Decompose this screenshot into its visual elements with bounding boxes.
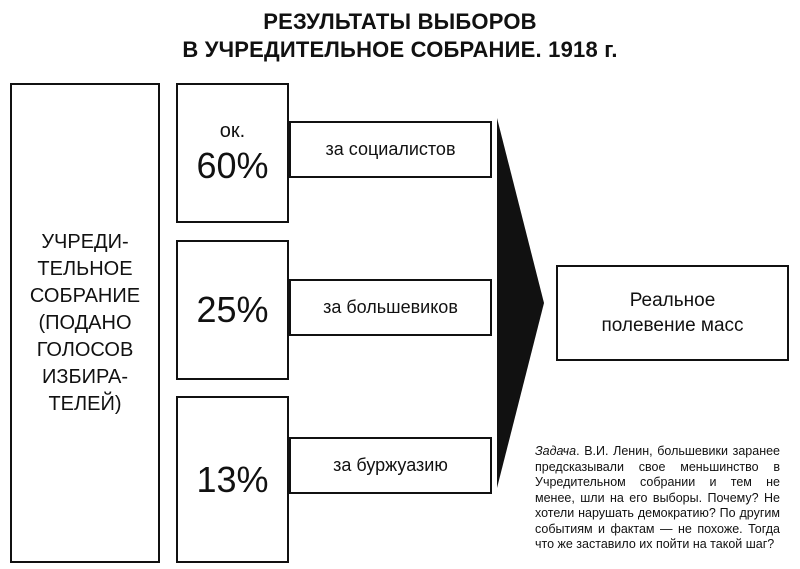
vote-label-bourgeoisie: за буржуазию — [289, 437, 492, 494]
diagram-title-line-2: В УЧРЕДИТЕЛЬНОЕ СОБРАНИЕ. 1918 г. — [182, 37, 618, 62]
percent-value-socialists: 60% — [196, 145, 269, 186]
percent-value-bolsheviks: 25% — [196, 289, 269, 330]
outcome-box: Реальное полевение масс — [556, 265, 789, 361]
percent-approx-label: ок. — [219, 120, 246, 142]
vote-label-socialists: за социалистов — [289, 121, 492, 178]
percent-value-bourgeoisie: 13% — [196, 458, 269, 500]
task-label: Задача — [535, 444, 577, 458]
diagram-title-line-1: РЕЗУЛЬТАТЫ ВЫБОРОВ — [263, 9, 537, 34]
arrow-icon — [497, 118, 545, 488]
percent-box-bolsheviks — [176, 240, 289, 380]
assembly-box — [10, 83, 160, 563]
task-note — [535, 444, 780, 553]
assembly-label: УЧРЕДИ- ТЕЛЬНОЕ СОБРАНИЕ (ПОДАНО ГОЛОСОВ ИЗБИРА- ТЕЛЕЙ) — [29, 230, 141, 415]
percent-box-socialists — [176, 83, 289, 223]
task-text: . В.И. Ленин, большевики заранее предсказывали свое меньшинство в Учредительном собрании и тем не менее, шли на его выборы. Почему? Не хотели нарушать демократию? По другим событиям и фактам — не похоже. Тогда что же заставило их пойти на такой шаг? — [535, 444, 780, 551]
percent-box-bourgeoisie — [176, 396, 289, 563]
vote-label-bolsheviks: за большевиков — [289, 279, 492, 336]
